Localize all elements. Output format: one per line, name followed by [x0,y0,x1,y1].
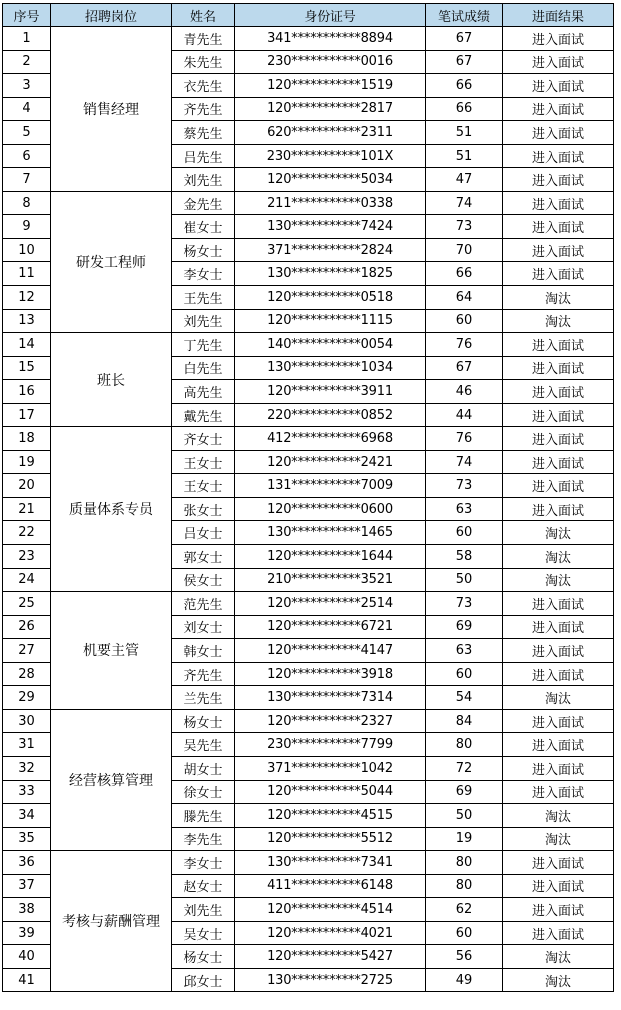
header-id-number: 身份证号 [235,4,426,27]
table-row [3,27,614,51]
cell-name: 高先生 [172,380,235,404]
cell-id-number: 120***********5044 [235,780,426,804]
cell-written-score: 66 [426,74,503,98]
table-body [3,27,614,992]
cell-serial-number: 2 [3,50,51,74]
cell-serial-number: 23 [3,545,51,569]
cell-id-number: 130***********1034 [235,356,426,380]
cell-written-score: 49 [426,968,503,992]
cell-name: 齐女士 [172,427,235,451]
cell-serial-number: 12 [3,286,51,310]
cell-interview-result: 进入面试 [503,74,614,98]
cell-interview-result: 进入面试 [503,427,614,451]
cell-serial-number: 27 [3,639,51,663]
cell-serial-number: 15 [3,356,51,380]
cell-written-score: 74 [426,450,503,474]
cell-position: 销售经理 [51,27,172,192]
cell-id-number: 120***********4021 [235,921,426,945]
cell-name: 刘先生 [172,309,235,333]
cell-serial-number: 17 [3,403,51,427]
cell-name: 刘先生 [172,898,235,922]
cell-name: 衣先生 [172,74,235,98]
cell-written-score: 56 [426,945,503,969]
cell-name: 丁先生 [172,333,235,357]
cell-serial-number: 19 [3,450,51,474]
cell-written-score: 51 [426,121,503,145]
cell-position: 质量体系专员 [51,427,172,592]
cell-id-number: 120***********3911 [235,380,426,404]
cell-interview-result: 淘汰 [503,568,614,592]
cell-written-score: 72 [426,756,503,780]
cell-id-number: 130***********1825 [235,262,426,286]
cell-name: 侯女士 [172,568,235,592]
cell-interview-result: 进入面试 [503,780,614,804]
cell-name: 杨女士 [172,238,235,262]
cell-written-score: 50 [426,568,503,592]
table-row [3,709,614,733]
cell-interview-result: 进入面试 [503,144,614,168]
cell-id-number: 411***********6148 [235,874,426,898]
cell-interview-result: 进入面试 [503,615,614,639]
cell-written-score: 60 [426,521,503,545]
cell-interview-result: 淘汰 [503,286,614,310]
table-row [3,427,614,451]
cell-interview-result: 淘汰 [503,968,614,992]
cell-name: 胡女士 [172,756,235,780]
cell-name: 齐先生 [172,97,235,121]
cell-id-number: 120***********3918 [235,662,426,686]
cell-position: 研发工程师 [51,191,172,332]
cell-serial-number: 3 [3,74,51,98]
recruitment-results-table [2,3,614,992]
cell-name: 吴先生 [172,733,235,757]
cell-written-score: 44 [426,403,503,427]
cell-written-score: 63 [426,497,503,521]
header-serial-number: 序号 [3,4,51,27]
cell-name: 金先生 [172,191,235,215]
cell-name: 王先生 [172,286,235,310]
cell-name: 刘先生 [172,168,235,192]
cell-written-score: 69 [426,780,503,804]
cell-id-number: 120***********4515 [235,804,426,828]
cell-written-score: 60 [426,662,503,686]
cell-id-number: 120***********0600 [235,497,426,521]
cell-name: 赵女士 [172,874,235,898]
cell-interview-result: 进入面试 [503,262,614,286]
cell-interview-result: 进入面试 [503,238,614,262]
cell-serial-number: 22 [3,521,51,545]
cell-interview-result: 进入面试 [503,380,614,404]
cell-name: 蔡先生 [172,121,235,145]
cell-written-score: 64 [426,286,503,310]
cell-serial-number: 29 [3,686,51,710]
cell-name: 李女士 [172,851,235,875]
cell-serial-number: 39 [3,921,51,945]
cell-interview-result: 进入面试 [503,851,614,875]
cell-name: 兰先生 [172,686,235,710]
cell-id-number: 120***********2421 [235,450,426,474]
table-row [3,851,614,875]
cell-id-number: 371***********2824 [235,238,426,262]
cell-interview-result: 进入面试 [503,662,614,686]
cell-id-number: 412***********6968 [235,427,426,451]
cell-serial-number: 18 [3,427,51,451]
table-row [3,333,614,357]
cell-interview-result: 进入面试 [503,921,614,945]
header-written-score: 笔试成绩 [426,4,503,27]
cell-interview-result: 淘汰 [503,545,614,569]
cell-interview-result: 进入面试 [503,733,614,757]
header-name: 姓名 [172,4,235,27]
cell-written-score: 67 [426,50,503,74]
cell-name: 朱先生 [172,50,235,74]
cell-interview-result: 进入面试 [503,874,614,898]
cell-serial-number: 32 [3,756,51,780]
cell-serial-number: 7 [3,168,51,192]
cell-name: 吕女士 [172,521,235,545]
cell-serial-number: 30 [3,709,51,733]
cell-name: 吴女士 [172,921,235,945]
header-row [3,4,614,27]
cell-id-number: 120***********2327 [235,709,426,733]
cell-written-score: 66 [426,97,503,121]
cell-id-number: 220***********0852 [235,403,426,427]
cell-id-number: 120***********2817 [235,97,426,121]
cell-position: 机要主管 [51,592,172,710]
cell-serial-number: 1 [3,27,51,51]
cell-name: 刘女士 [172,615,235,639]
cell-name: 青先生 [172,27,235,51]
cell-id-number: 120***********5512 [235,827,426,851]
cell-interview-result: 进入面试 [503,50,614,74]
cell-interview-result: 进入面试 [503,168,614,192]
cell-written-score: 46 [426,380,503,404]
cell-written-score: 63 [426,639,503,663]
cell-interview-result: 淘汰 [503,521,614,545]
cell-name: 王女士 [172,474,235,498]
cell-serial-number: 6 [3,144,51,168]
cell-id-number: 120***********6721 [235,615,426,639]
cell-name: 戴先生 [172,403,235,427]
cell-name: 韩女士 [172,639,235,663]
cell-id-number: 120***********2514 [235,592,426,616]
cell-interview-result: 进入面试 [503,474,614,498]
cell-name: 白先生 [172,356,235,380]
cell-written-score: 80 [426,874,503,898]
cell-id-number: 211***********0338 [235,191,426,215]
cell-id-number: 130***********2725 [235,968,426,992]
cell-serial-number: 24 [3,568,51,592]
cell-id-number: 230***********0016 [235,50,426,74]
cell-serial-number: 4 [3,97,51,121]
cell-serial-number: 9 [3,215,51,239]
cell-interview-result: 进入面试 [503,356,614,380]
cell-written-score: 76 [426,333,503,357]
cell-id-number: 120***********5427 [235,945,426,969]
header-interview-result: 进面结果 [503,4,614,27]
cell-serial-number: 20 [3,474,51,498]
cell-id-number: 130***********7424 [235,215,426,239]
cell-interview-result: 进入面试 [503,709,614,733]
cell-serial-number: 33 [3,780,51,804]
cell-serial-number: 13 [3,309,51,333]
cell-name: 崔女士 [172,215,235,239]
cell-id-number: 140***********0054 [235,333,426,357]
cell-interview-result: 进入面试 [503,403,614,427]
cell-written-score: 80 [426,851,503,875]
cell-interview-result: 进入面试 [503,497,614,521]
cell-interview-result: 进入面试 [503,97,614,121]
cell-interview-result: 进入面试 [503,639,614,663]
cell-position: 班长 [51,333,172,427]
cell-serial-number: 40 [3,945,51,969]
cell-written-score: 66 [426,262,503,286]
cell-written-score: 19 [426,827,503,851]
cell-serial-number: 34 [3,804,51,828]
cell-written-score: 80 [426,733,503,757]
cell-serial-number: 37 [3,874,51,898]
cell-name: 李女士 [172,262,235,286]
cell-interview-result: 进入面试 [503,121,614,145]
cell-name: 杨女士 [172,709,235,733]
cell-interview-result: 进入面试 [503,333,614,357]
cell-name: 吕先生 [172,144,235,168]
cell-position: 经营核算管理 [51,709,172,850]
cell-serial-number: 25 [3,592,51,616]
cell-name: 滕先生 [172,804,235,828]
cell-id-number: 230***********7799 [235,733,426,757]
cell-serial-number: 14 [3,333,51,357]
cell-serial-number: 10 [3,238,51,262]
cell-interview-result: 进入面试 [503,27,614,51]
cell-serial-number: 8 [3,191,51,215]
cell-position: 考核与薪酬管理 [51,851,172,992]
table-row [3,592,614,616]
cell-id-number: 120***********5034 [235,168,426,192]
cell-id-number: 130***********7341 [235,851,426,875]
cell-name: 齐先生 [172,662,235,686]
cell-written-score: 62 [426,898,503,922]
cell-id-number: 230***********101X [235,144,426,168]
cell-written-score: 50 [426,804,503,828]
cell-id-number: 120***********1115 [235,309,426,333]
cell-written-score: 54 [426,686,503,710]
cell-written-score: 76 [426,427,503,451]
cell-serial-number: 31 [3,733,51,757]
cell-id-number: 120***********4147 [235,639,426,663]
cell-id-number: 120***********1644 [235,545,426,569]
cell-id-number: 120***********1519 [235,74,426,98]
cell-id-number: 131***********7009 [235,474,426,498]
cell-written-score: 73 [426,474,503,498]
cell-id-number: 341***********8894 [235,27,426,51]
cell-name: 郭女士 [172,545,235,569]
cell-serial-number: 16 [3,380,51,404]
cell-id-number: 210***********3521 [235,568,426,592]
table-row [3,191,614,215]
cell-serial-number: 26 [3,615,51,639]
cell-name: 邱女士 [172,968,235,992]
cell-id-number: 130***********7314 [235,686,426,710]
cell-written-score: 60 [426,309,503,333]
cell-serial-number: 38 [3,898,51,922]
cell-name: 杨女士 [172,945,235,969]
cell-written-score: 58 [426,545,503,569]
cell-interview-result: 进入面试 [503,191,614,215]
cell-name: 范先生 [172,592,235,616]
cell-serial-number: 5 [3,121,51,145]
cell-written-score: 60 [426,921,503,945]
cell-written-score: 51 [426,144,503,168]
cell-serial-number: 36 [3,851,51,875]
cell-serial-number: 41 [3,968,51,992]
cell-interview-result: 进入面试 [503,450,614,474]
header-position: 招聘岗位 [51,4,172,27]
cell-written-score: 47 [426,168,503,192]
cell-id-number: 120***********0518 [235,286,426,310]
cell-interview-result: 淘汰 [503,804,614,828]
cell-interview-result: 进入面试 [503,756,614,780]
cell-interview-result: 进入面试 [503,898,614,922]
cell-id-number: 620***********2311 [235,121,426,145]
cell-written-score: 67 [426,27,503,51]
cell-name: 王女士 [172,450,235,474]
cell-written-score: 84 [426,709,503,733]
cell-written-score: 67 [426,356,503,380]
cell-id-number: 371***********1042 [235,756,426,780]
cell-name: 徐女士 [172,780,235,804]
cell-serial-number: 11 [3,262,51,286]
cell-serial-number: 28 [3,662,51,686]
cell-id-number: 120***********4514 [235,898,426,922]
cell-interview-result: 淘汰 [503,309,614,333]
cell-interview-result: 淘汰 [503,686,614,710]
cell-interview-result: 进入面试 [503,592,614,616]
cell-written-score: 73 [426,215,503,239]
cell-interview-result: 进入面试 [503,215,614,239]
cell-id-number: 130***********1465 [235,521,426,545]
cell-written-score: 69 [426,615,503,639]
cell-written-score: 70 [426,238,503,262]
cell-name: 张女士 [172,497,235,521]
cell-written-score: 73 [426,592,503,616]
cell-interview-result: 淘汰 [503,827,614,851]
cell-serial-number: 21 [3,497,51,521]
cell-interview-result: 淘汰 [503,945,614,969]
cell-name: 李先生 [172,827,235,851]
cell-serial-number: 35 [3,827,51,851]
cell-written-score: 74 [426,191,503,215]
